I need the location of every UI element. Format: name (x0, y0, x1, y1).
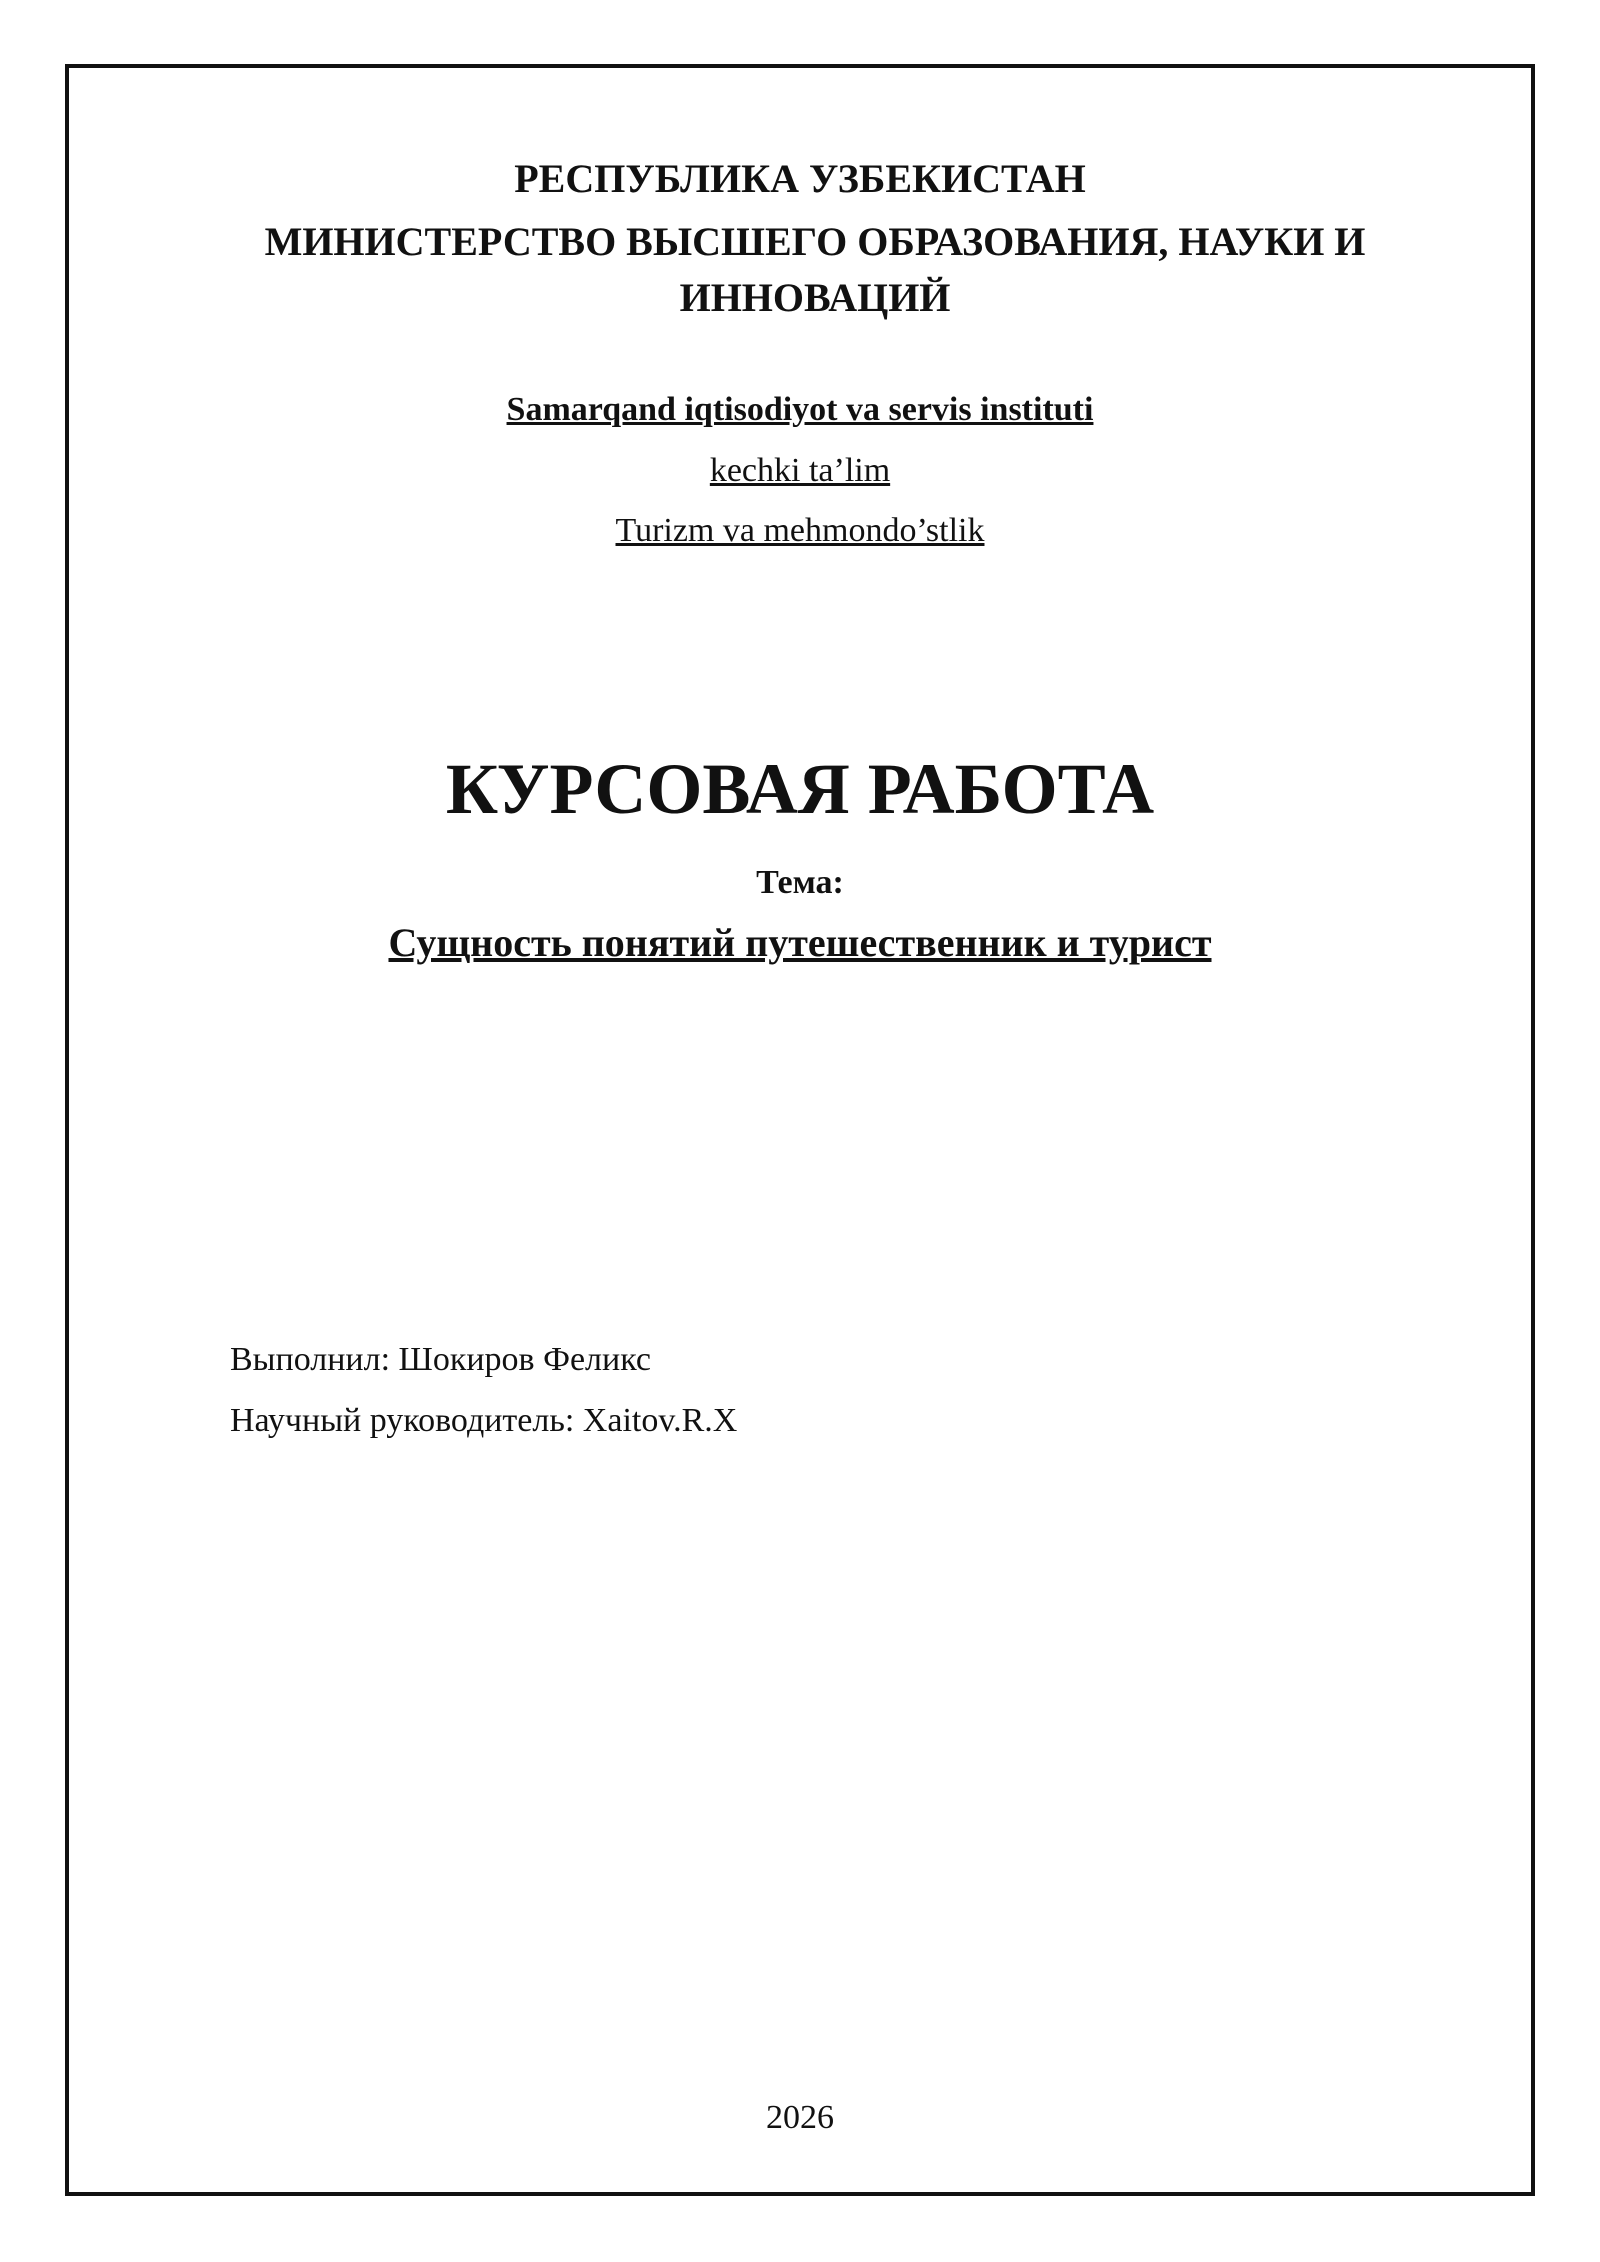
year: 2026 (766, 2099, 834, 2136)
page-border (65, 64, 1535, 2196)
country-heading: РЕСПУБЛИКА УЗБЕКИСТАН (514, 156, 1086, 201)
supervisor-line: Научный руководитель: Xaitov.R.X (230, 1402, 738, 1439)
topic-title: Сущность понятий путешественник и турист (388, 920, 1212, 965)
document-title: КУРСОВАЯ РАБОТА (445, 749, 1155, 829)
topic-label: Тема: (756, 864, 844, 901)
ministry-heading: МИНИСТЕРСТВО ВЫСШЕГО ОБРАЗОВАНИЯ, НАУКИ И ИННОВАЦИЙ (264, 219, 1366, 320)
institute-name: Samarqand iqtisodiyot va servis instituti (506, 391, 1094, 428)
department-name: Turizm va mehmondo’stlik (615, 512, 985, 549)
author-line: Выполнил: Шокиров Феликс (230, 1341, 651, 1378)
education-form: kechki ta’lim (709, 452, 891, 489)
